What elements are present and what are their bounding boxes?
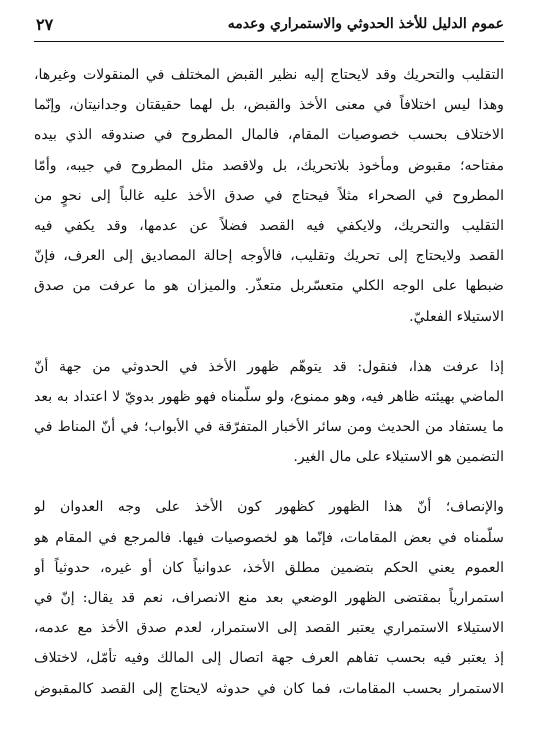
text-line: الاستيلاء الاستمراري يعتبر القصد إلى الاستمرار، لعدم صدق الأخذ مع عدمه، [34,620,504,637]
text-line: التضمين هو الاستيلاء على مال الغير. [293,449,504,466]
text-line: الاستيلاء الفعليّ. [409,308,504,325]
text-line: والإنصاف؛ أنّ هذا الظهور كظهور كون الأخذ على وجه العدوان لو [34,499,504,516]
running-header [34,14,504,40]
text-line: ما يستفاد من الحديث ومن سائر الأخبار المتفرّقة في الأبواب؛ في أنّ المناط في [34,419,504,436]
text-line: الاستمرار بحسب المقامات، فما كان في حدوثه لايحتاج إلى القصد كالمقبوض [34,680,504,697]
running-header-title: عموم الدليل للأخذ الحدوثي والاستمراري وعدمه [227,16,504,32]
text-line: إذا عرفت هذا، فنقول: قد يتوهّم ظهور الأخذ في الحدوثي من جهة أنّ [34,358,504,375]
text-line: الماضي بهيئته ظاهر فيه، وهو ممنوع، ولو سلّمناه فهو ظهور بدويّ لا اعتداد به بعد [34,388,504,405]
text-line: المطروح في الصحراء مثلاً فيحتاج في صدق الأخذ عليه غالباً إلى نحوٍ من [34,187,504,204]
page-number: ٢٧ [36,15,54,34]
paragraph-3 [34,492,504,703]
paragraph-2 [34,352,504,473]
body-text [34,60,504,704]
text-line: الاختلاف بحسب خصوصيات المقام، فالمال المطروح في صندوقه الذي بيده [34,127,504,144]
text-line: إذ يعتبر فيه بحسب تفاهم العرف جهة اتصال إلى المالك وفيه تأمّل، لاختلاف [34,650,504,667]
text-line: التقليب والتحريك وقد لايحتاج إليه نظير القبض المختلف في المنقولات وغيرها، [34,67,504,83]
text-line: مفتاحه؛ مقبوض ومأخوذ بلاتحريك، بل ولاقصد مثل المطروح في جيبه، وأمّا [34,157,504,174]
paragraph-1 [34,60,504,332]
text-line: العموم يعني الحكم بتضمين مطلق الأخذ، عدوانياً كان أو غيره، حدوثياً أو [34,559,504,576]
text-line: التقليب والتحريك، ولايكفي فيه القصد فضلاً عن عدمها، وقد يكفي فيه [34,217,504,234]
text-line: سلّمناه في بعض المقامات، فإنّما هو لخصوصيات فيها. فالمرجع في المقام هو [34,529,504,546]
text-line: القصد ولايحتاج إلى تحريك وتقليب، فالأوجه إحالة المصاديق إلى العرف، فإنّ [34,248,504,265]
text-line: ضبطها على الوجه الكلي متعسّربل متعذّر. والميزان هو ما عرفت من صدق [34,278,504,295]
text-line: وهذا ليس اختلافاً في معنى الأخذ والقبض، بل لهما حقيقتان وجدانيتان، وإنّما [34,97,504,114]
text-line: استمرارياً بمقتضى الظهور الوضعي بعد منع الانصراف، نعم قد يقال: إنّ في [34,590,504,606]
header-rule [34,41,504,42]
